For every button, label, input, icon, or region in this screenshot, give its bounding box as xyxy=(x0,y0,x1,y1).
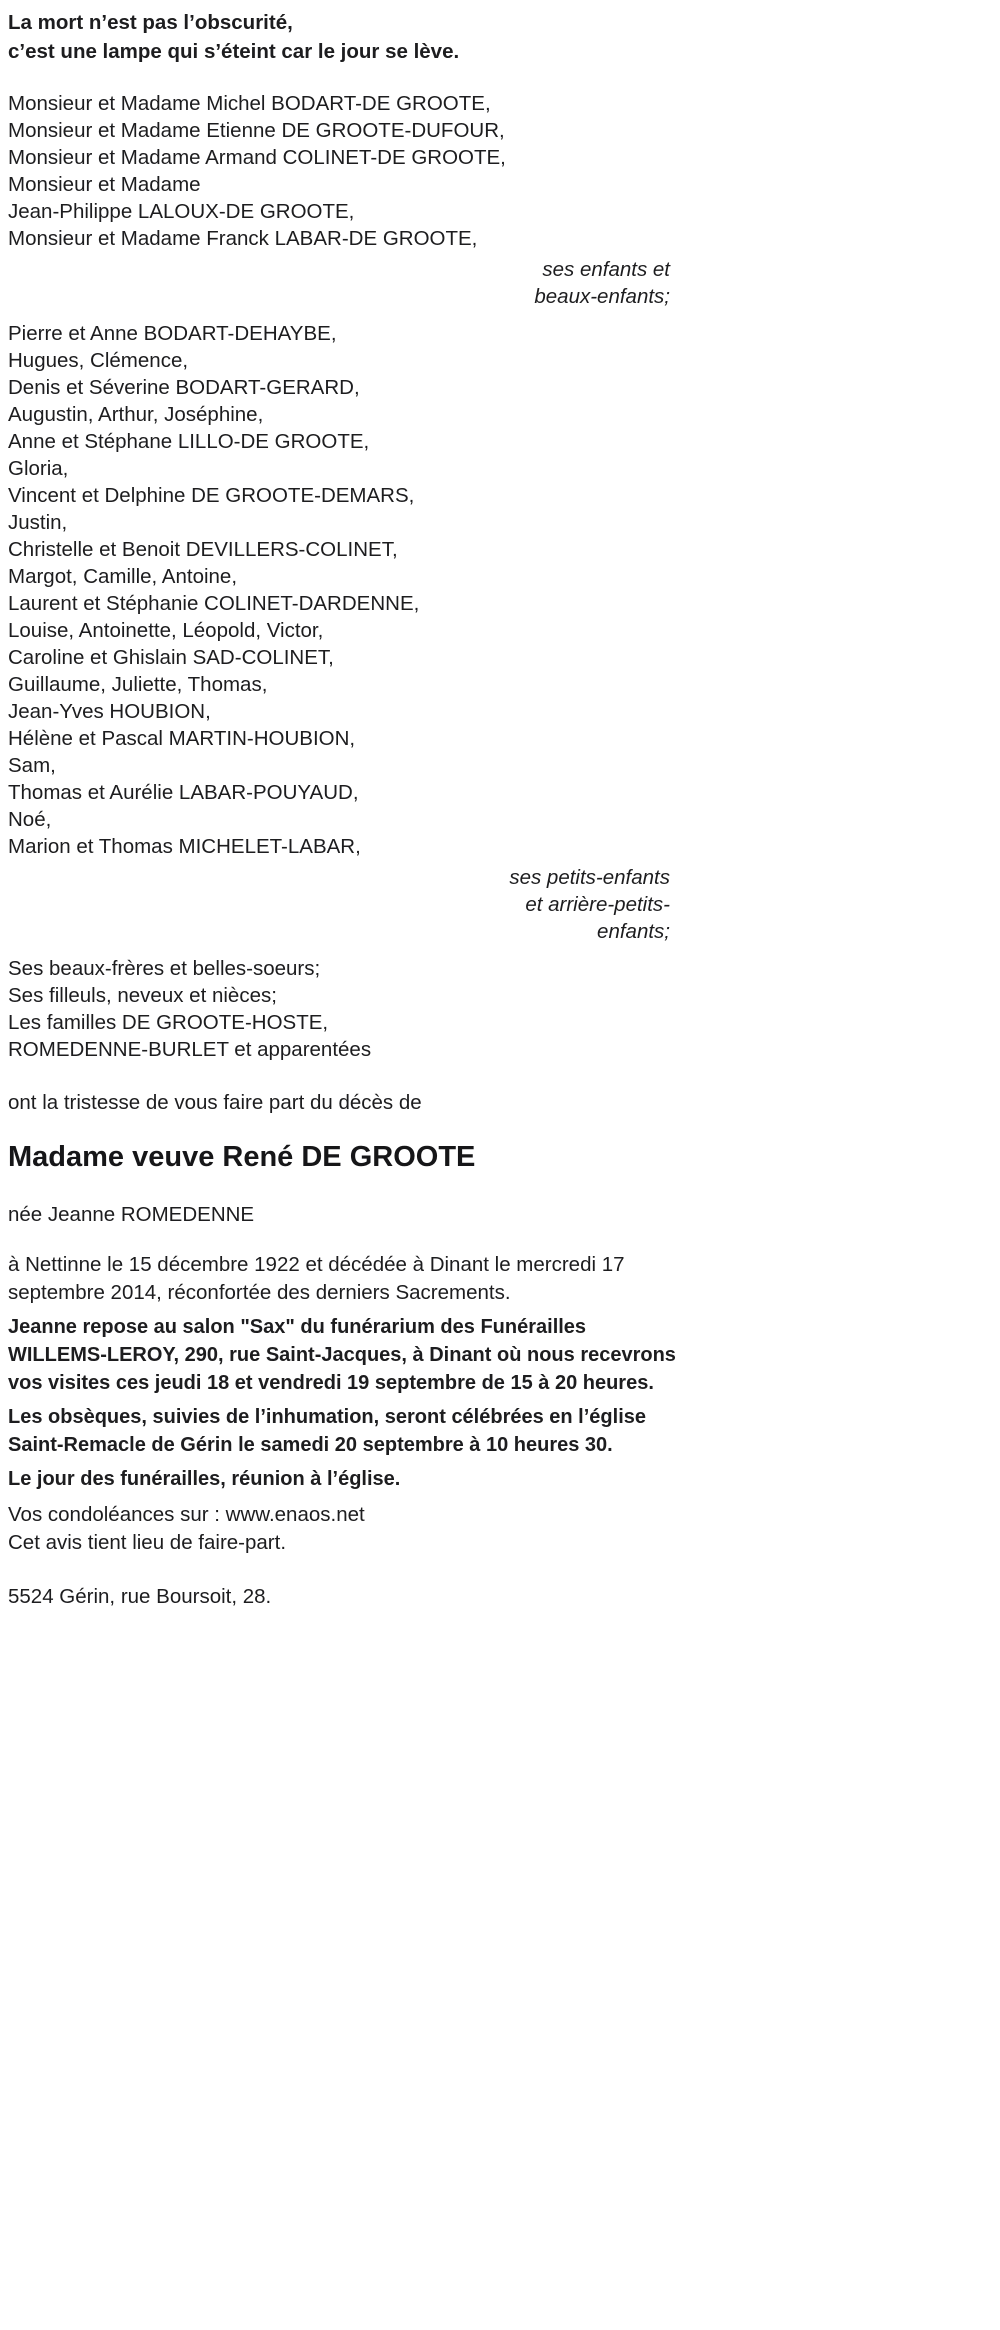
life-dates: à Nettinne le 15 décembre 1922 et décédée à Dinant le mercredi 17 septembre 2014, réconfortée des derniers Sacrements. xyxy=(8,1253,625,1304)
relation-label-grandchildren xyxy=(8,864,670,945)
family-member-line: Hugues, Clémence, xyxy=(8,349,189,372)
family-block-others xyxy=(8,955,690,1063)
family-member-line: Caroline et Ghislain SAD-COLINET, xyxy=(8,646,334,669)
family-member-line: Marion et Thomas MICHELET-LABAR, xyxy=(8,835,361,858)
family-member-line: Gloria, xyxy=(8,457,69,480)
epigraph xyxy=(8,8,690,66)
family-block-grandchildren xyxy=(8,320,690,860)
family-member-line: ROMEDENNE-BURLET et apparentées xyxy=(8,1038,372,1061)
family-member-line: Margot, Camille, Antoine, xyxy=(8,565,238,588)
epigraph-line: La mort n’est pas l’obscurité, xyxy=(8,11,293,34)
family-member-line: Thomas et Aurélie LABAR-POUYAUD, xyxy=(8,781,359,804)
family-member-line: Monsieur et Madame Etienne DE GROOTE-DUFOUR, xyxy=(8,119,505,142)
relation-line: beaux-enfants; xyxy=(534,285,670,308)
deceased-name-title: Madame veuve René DE GROOTE xyxy=(8,1141,476,1173)
family-block-children xyxy=(8,90,690,252)
relation-line: et arrière-petits- xyxy=(525,893,670,916)
family-member-line: Monsieur et Madame Armand COLINET-DE GROOTE, xyxy=(8,146,506,169)
family-member-line: Ses filleuls, neveux et nièces; xyxy=(8,984,277,1007)
epigraph-line: c’est une lampe qui s’éteint car le jour se lève. xyxy=(8,40,460,63)
family-member-line: Augustin, Arthur, Joséphine, xyxy=(8,403,264,426)
family-member-line: Christelle et Benoit DEVILLERS-COLINET, xyxy=(8,538,398,561)
address-line: 5524 Gérin, rue Boursoit, 28. xyxy=(8,1585,272,1608)
family-member-line: Guillaume, Juliette, Thomas, xyxy=(8,673,268,696)
family-member-line: Les familles DE GROOTE-HOSTE, xyxy=(8,1011,329,1034)
announcement-line: ont la tristesse de vous faire part du décès de xyxy=(8,1091,422,1114)
family-member-line: Pierre et Anne BODART-DEHAYBE, xyxy=(8,322,337,345)
family-member-line: Jean-Philippe LALOUX-DE GROOTE, xyxy=(8,200,355,223)
relation-line: enfants; xyxy=(597,920,670,943)
family-member-line: Vincent et Delphine DE GROOTE-DEMARS, xyxy=(8,484,415,507)
family-member-line: Ses beaux-frères et belles-soeurs; xyxy=(8,957,321,980)
relation-label-children xyxy=(8,256,670,310)
family-member-line: Monsieur et Madame xyxy=(8,173,201,196)
condolences-line: Vos condoléances sur : www.enaos.net xyxy=(8,1503,365,1526)
family-member-line: Laurent et Stéphanie COLINET-DARDENNE, xyxy=(8,592,420,615)
reunion-info: Le jour des funérailles, réunion à l’église. xyxy=(8,1468,401,1490)
family-member-line: Justin, xyxy=(8,511,68,534)
family-member-line: Monsieur et Madame Franck LABAR-DE GROOTE, xyxy=(8,227,478,250)
family-member-line: Monsieur et Madame Michel BODART-DE GROOTE, xyxy=(8,92,491,115)
family-member-line: Sam, xyxy=(8,754,56,777)
relation-line: ses petits-enfants xyxy=(509,866,670,889)
faire-part-notice: Cet avis tient lieu de faire-part. xyxy=(8,1531,287,1554)
death-notice-document xyxy=(0,0,690,1611)
family-member-line: Denis et Séverine BODART-GERARD, xyxy=(8,376,360,399)
family-member-line: Louise, Antoinette, Léopold, Victor, xyxy=(8,619,324,642)
maiden-name: née Jeanne ROMEDENNE xyxy=(8,1203,255,1226)
family-member-line: Anne et Stéphane LILLO-DE GROOTE, xyxy=(8,430,370,453)
family-member-line: Hélène et Pascal MARTIN-HOUBION, xyxy=(8,727,356,750)
relation-line: ses enfants et xyxy=(542,258,670,281)
family-member-line: Noé, xyxy=(8,808,52,831)
visitation-info: Jeanne repose au salon "Sax" du funérarium des Funérailles WILLEMS-LEROY, 290, rue Saint-Jacques, à Dinant où nous recevrons vos visites ces jeudi 18 et vendredi 19 septembre de 15 à 20 heures. xyxy=(8,1316,676,1394)
family-member-line: Jean-Yves HOUBION, xyxy=(8,700,211,723)
funeral-info: Les obsèques, suivies de l’inhumation, seront célébrées en l’église Saint-Remacle de Gérin le samedi 20 septembre à 10 heures 30. xyxy=(8,1406,646,1456)
